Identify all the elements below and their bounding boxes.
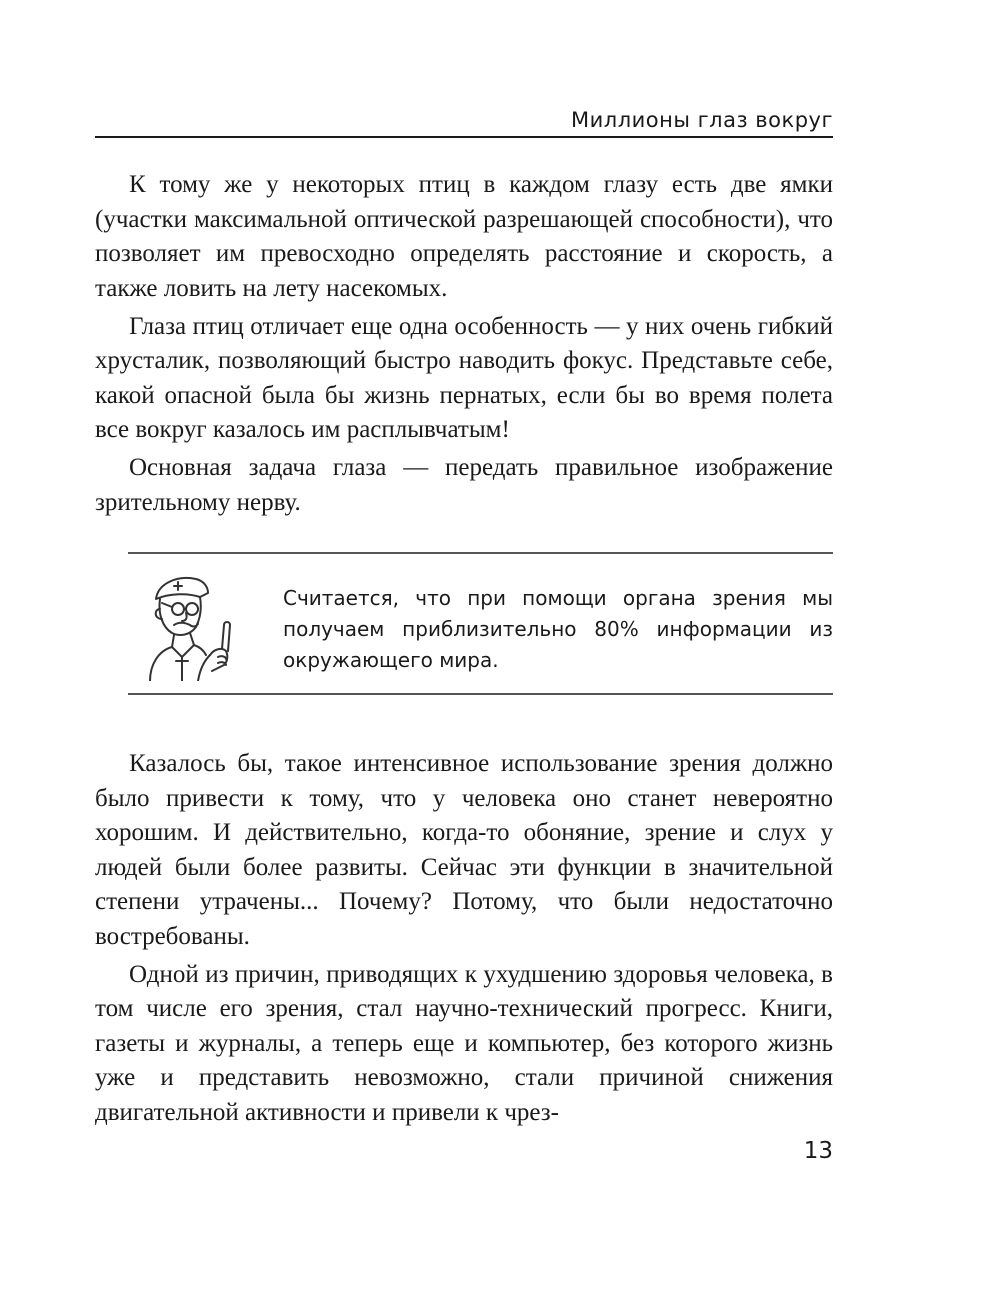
text-block-top — [95, 168, 833, 524]
doctor-pointing-icon — [138, 569, 248, 681]
text-block-bottom — [95, 747, 833, 1134]
header-rule — [95, 136, 833, 138]
running-header: Миллионы глаз вокруг — [571, 108, 833, 132]
paragraph: Основная задача глаза — передать правильное изображение зрительному нерву. — [95, 454, 833, 516]
paragraph: Одной из причин, приводящих к ухудшению здоровья человека, в том числе его зрения, стал научно-технический прогресс. Книги, газеты и журналы, а теперь еще и компьютер, без которого жизнь уже и представить невозможно, стали причиной снижения двигательной активности и привели к чрез- — [95, 960, 833, 1126]
paragraph: Глаза птиц отличает еще одна особенность — у них очень гибкий хрусталик, позволяющий быстро наводить фокус. Представьте себе, какой опасной была бы жизнь пернатых, если бы во время полета все вокруг казалось им расплывчатым! — [95, 312, 833, 443]
note-text: Считается, что при помощи органа зрения мы получаем приблизительно 80% информации из окружающего мира. — [283, 586, 833, 672]
page-number: 13 — [803, 1138, 833, 1164]
paragraph: К тому же у некоторых птиц в каждом глазу есть две ямки (участки максимальной оптической разрешающей способности), что позволяет им превосходно определять расстояние и скорость, а также ловить на лету насекомых. — [95, 171, 833, 302]
callout-note — [128, 552, 833, 696]
note-top-rule — [128, 552, 833, 554]
paragraph: Казалось бы, такое интенсивное использование зрения должно было привести к тому, что у человека оно станет невероятно хорошим. И действительно, когда-то обоняние, зрение и слух у людей были более развиты. Сейчас эти функции в значительной степени утрачены... Почему? Потому, что были недостаточно востребованы. — [95, 750, 833, 950]
note-bottom-rule — [128, 693, 833, 695]
